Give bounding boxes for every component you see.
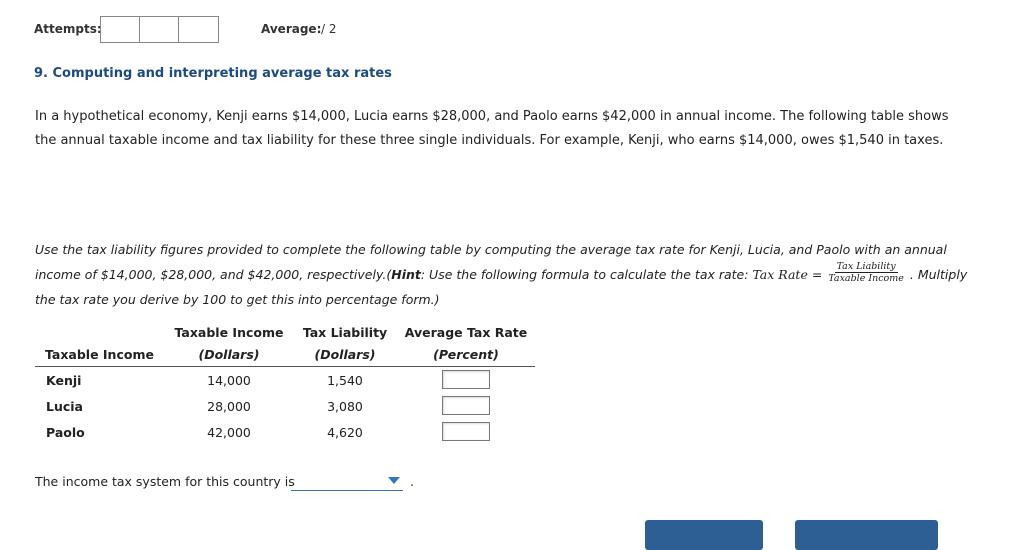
cell-liability-kenji: 1,540: [327, 373, 363, 388]
tax-system-dropdown[interactable]: [291, 474, 403, 491]
instr-text-1: Use the tax liability figures provided to complete the following table by computing the average tax rate for Kenji, Lucia, and Paolo with an annual income of $14,000, $28,000, and $42,000, respectively.(: [35, 242, 947, 282]
attempt-box: [101, 17, 140, 42]
cell-income-kenji: 14,000: [207, 373, 251, 388]
rate-input-kenji[interactable]: [442, 370, 490, 389]
col-header-income: Taxable Income: [174, 325, 284, 340]
rate-input-lucia[interactable]: [442, 396, 490, 415]
col-header-liability-unit: (Dollars): [314, 347, 376, 362]
attempt-box: [140, 17, 179, 42]
question-intro: In a hypothetical economy, Kenji earns $14,000, Lucia earns $28,000, and Paolo earns $42,000 in annual income. The following table shows the annual taxable income and tax liability for these three single individuals. For example, Kenji, who earns $14,000, owes $1,540 in taxes.: [35, 109, 949, 148]
cell-liability-lucia: 3,080: [327, 399, 363, 414]
col-header-rate-unit: (Percent): [433, 347, 499, 362]
attempts-label: Attempts:: [34, 22, 102, 36]
instr-text-2: : Use the following formula to calculate the tax rate:: [420, 267, 753, 282]
sentence-period: .: [410, 474, 414, 489]
row-label-lucia: Lucia: [46, 399, 83, 414]
col-header-rate: Average Tax Rate: [404, 325, 528, 340]
average-label: Average:: [261, 22, 322, 36]
question-instructions: [35, 237, 975, 312]
attempt-box: [179, 17, 218, 42]
formula-fraction: [826, 261, 906, 284]
formula-denominator: Taxable Income: [828, 273, 904, 284]
col-header-name: Taxable Income: [45, 347, 154, 362]
col-header-liability: Tax Liability: [302, 325, 388, 340]
formula-numerator: Tax Liability: [836, 261, 896, 272]
cell-liability-paolo: 4,620: [327, 425, 363, 440]
instr-text-3: . Multiply the tax rate you derive by 100 to get this into percentage form.): [35, 267, 968, 307]
tax-rate-formula: [752, 262, 909, 287]
cell-income-lucia: 28,000: [207, 399, 251, 414]
formula-lhs: Tax Rate =: [752, 267, 823, 282]
row-label-paolo: Paolo: [46, 425, 85, 440]
rate-input-paolo[interactable]: [442, 422, 490, 441]
instr-hint: Hint: [391, 267, 421, 282]
grade-it-now-button[interactable]: [645, 520, 763, 550]
table-divider: [35, 366, 535, 367]
row-label-kenji: Kenji: [46, 373, 82, 388]
question-title: 9. Computing and interpreting average tax rates: [34, 66, 392, 81]
chevron-down-icon: [388, 477, 400, 484]
attempts-indicator: [100, 16, 219, 43]
tax-system-sentence: The income tax system for this country is: [35, 474, 295, 489]
save-and-continue-button[interactable]: [795, 520, 938, 550]
average-value: / 2: [321, 22, 337, 36]
cell-income-paolo: 42,000: [207, 425, 251, 440]
col-header-income-unit: (Dollars): [198, 347, 260, 362]
